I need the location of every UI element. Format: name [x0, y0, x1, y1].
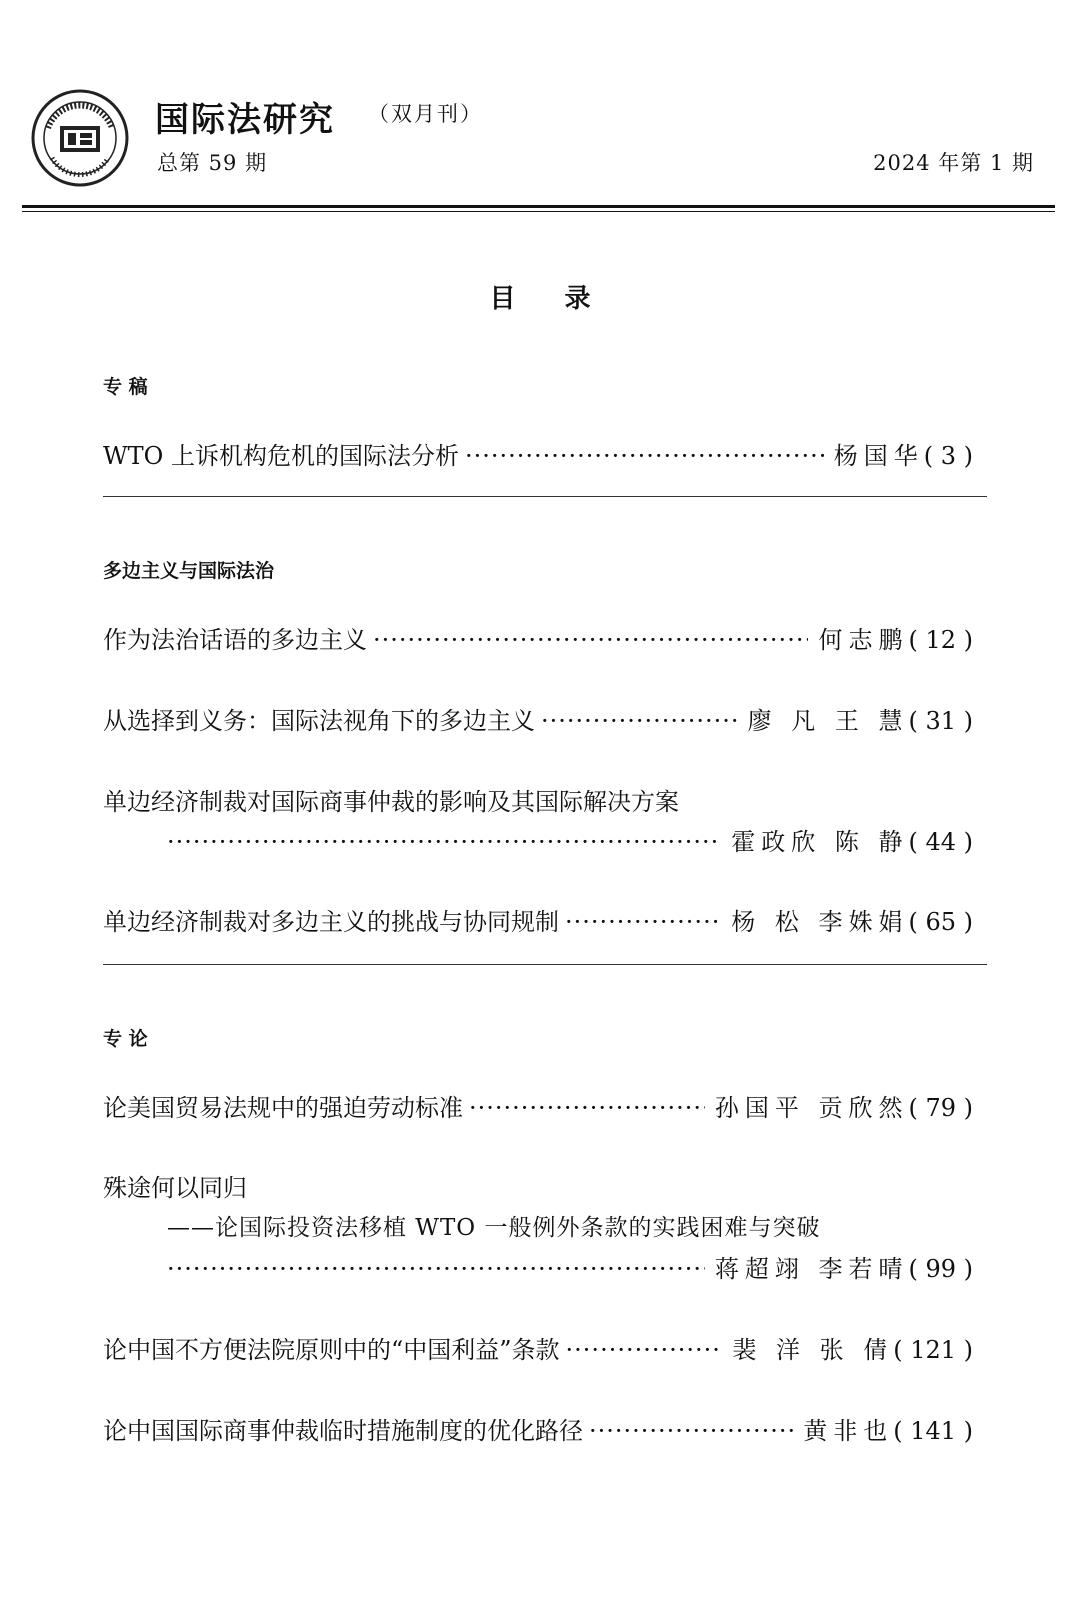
entry-page: ( 12 )	[908, 626, 973, 654]
leader-dots	[167, 1255, 705, 1283]
entry-title: WTO 上诉机构危机的国际法分析	[103, 442, 459, 470]
leader-dots	[469, 1094, 705, 1122]
entry-author: 杨 松 李姝娟	[731, 908, 909, 936]
entry-page: ( 65 )	[908, 908, 973, 936]
entry-author: 何志鹏	[818, 626, 909, 654]
entry-page: ( 141 )	[893, 1417, 973, 1445]
total-issue-number: 总第 59 期	[157, 151, 268, 175]
toc-entry[interactable]	[103, 902, 973, 937]
entry-page: ( 31 )	[908, 707, 973, 735]
section-heading: 专 论	[103, 1028, 148, 1050]
entry-author: 蒋超翊 李若晴	[714, 1255, 909, 1283]
toc-entry[interactable]	[103, 701, 973, 736]
entry-author: 霍政欣 陈 静	[731, 828, 909, 856]
leader-dots	[589, 1417, 793, 1445]
entry-title: 从选择到义务：国际法视角下的多边主义	[103, 707, 535, 735]
section-divider	[103, 964, 987, 965]
entry-title: 论中国不方便法院原则中的“中国利益”条款	[103, 1336, 560, 1364]
toc-entry[interactable]	[103, 620, 973, 655]
entry-page: ( 99 )	[908, 1255, 973, 1283]
entry-author: 廖 凡 王 慧	[747, 707, 909, 735]
section-divider	[103, 496, 987, 497]
toc-entry-continuation[interactable]	[167, 1249, 973, 1284]
entry-page: ( 79 )	[908, 1094, 973, 1122]
leader-dots	[373, 626, 808, 654]
entry-page: ( 121 )	[893, 1336, 973, 1364]
entry-title: 论美国贸易法规中的强迫劳动标准	[103, 1094, 463, 1122]
leader-dots	[566, 1336, 723, 1364]
toc-entry[interactable]	[103, 1411, 973, 1446]
header-rule-thin	[22, 211, 1055, 212]
journal-seal-logo	[30, 88, 130, 188]
leader-dots	[167, 828, 721, 856]
entry-author: 裴 洋 张 倩	[732, 1336, 894, 1364]
toc-entry[interactable]	[103, 436, 973, 471]
header-rule-thick	[22, 205, 1055, 208]
toc-entry[interactable]	[103, 1330, 973, 1365]
entry-title[interactable]: 单边经济制裁对国际商事仲裁的影响及其国际解决方案	[103, 788, 679, 816]
entry-title: 单边经济制裁对多边主义的挑战与协同规制	[103, 908, 559, 936]
toc-entry[interactable]	[103, 1088, 973, 1123]
toc-title: 目 录	[489, 284, 591, 314]
toc-entry-continuation[interactable]	[167, 822, 973, 857]
entry-author: 杨国华	[833, 442, 924, 470]
entry-title: 作为法治话语的多边主义	[103, 626, 367, 654]
journal-title: 国际法研究	[155, 100, 335, 140]
entry-author: 黄非也	[803, 1417, 894, 1445]
leader-dots	[465, 442, 824, 470]
entry-subtitle: ——论国际投资法移植 WTO 一般例外条款的实践困难与突破	[167, 1215, 821, 1241]
entry-page: ( 3 )	[923, 442, 973, 470]
leader-dots	[541, 707, 738, 735]
entry-page: ( 44 )	[908, 828, 973, 856]
section-heading: 专 稿	[103, 376, 148, 398]
journal-frequency: （双月刊）	[368, 102, 483, 126]
section-heading: 多边主义与国际法治	[103, 560, 275, 582]
issue-number: 2024 年第 1 期	[873, 151, 1034, 175]
entry-author: 孙国平 贡欣然	[714, 1094, 909, 1122]
entry-title[interactable]: 殊途何以同归	[103, 1174, 247, 1202]
entry-title: 论中国国际商事仲裁临时措施制度的优化路径	[103, 1417, 583, 1445]
leader-dots	[565, 908, 721, 936]
